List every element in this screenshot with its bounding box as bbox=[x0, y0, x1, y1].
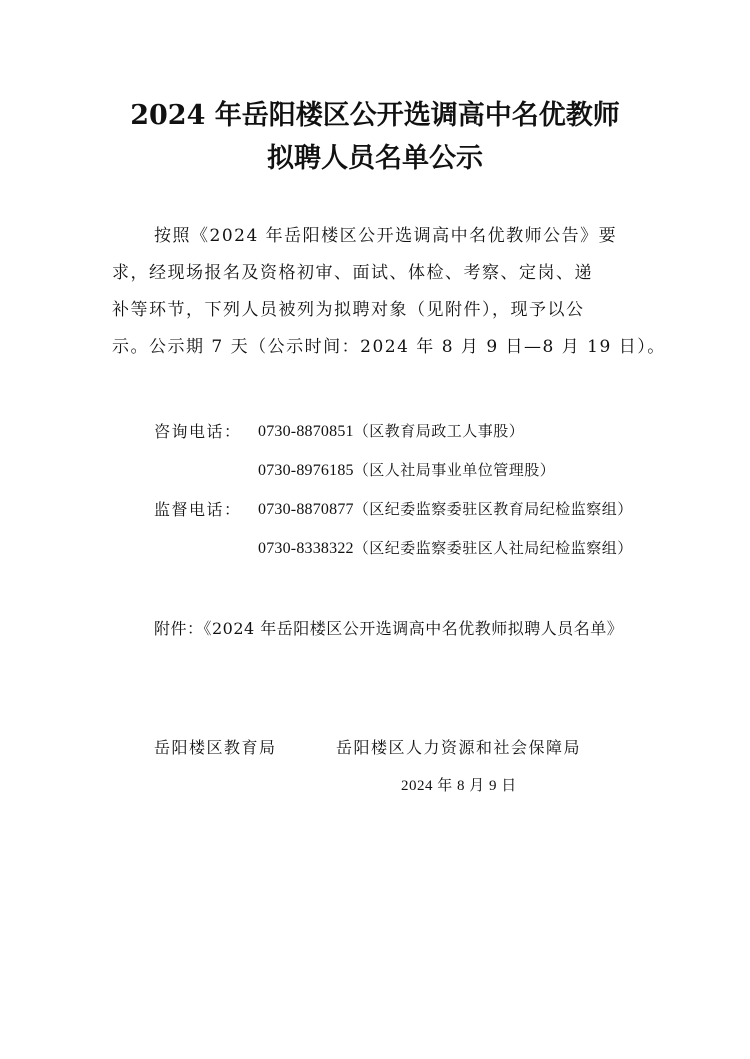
phone-number: 0730-8870851 bbox=[258, 423, 354, 440]
phone-number: 0730-8870877 bbox=[258, 501, 354, 518]
body-line: 按照《2024 年岳阳楼区公开选调高中名优教师公告》要 bbox=[154, 226, 618, 246]
signatory-education-bureau: 岳阳楼区教育局 bbox=[154, 738, 277, 757]
phone-note: （区纪委监察委驻区人社局纪检监察组） bbox=[353, 541, 633, 557]
document-date: 2024 年 8 月 9 日 bbox=[401, 778, 517, 794]
phone-number: 0730-8338322 bbox=[258, 540, 354, 557]
signatory-hr-bureau: 岳阳楼区人力资源和社会保障局 bbox=[336, 738, 582, 757]
body-line: 示。公示期 7 天（公示时间：2024 年 8 月 9 日—8 月 19 日）。 bbox=[112, 337, 666, 357]
document-title-line1: 2024 年岳阳楼区公开选调高中名优教师 bbox=[130, 100, 620, 131]
supervise-phone-label: 监督电话： bbox=[154, 500, 242, 519]
phone-entry bbox=[258, 538, 633, 560]
phone-note: （区纪委监察委驻区教育局纪检监察组） bbox=[353, 502, 633, 518]
attachment-line: 附件：《2024 年岳阳楼区公开选调高中名优教师拟聘人员名单》 bbox=[154, 619, 624, 638]
body-line: 求，经现场报名及资格初审、面试、体检、考察、定岗、递 bbox=[112, 263, 593, 283]
consult-phone-label: 咨询电话： bbox=[154, 422, 242, 441]
phone-entry bbox=[258, 421, 524, 443]
body-line: 补等环节，下列人员被列为拟聘对象（见附件），现予以公 bbox=[112, 300, 585, 320]
body-paragraph bbox=[112, 218, 666, 366]
document-title-line2: 拟聘人员名单公示 bbox=[267, 143, 483, 174]
phone-note: （区人社局事业单位管理股） bbox=[353, 463, 556, 479]
phone-entry bbox=[258, 460, 555, 482]
phone-note: （区教育局政工人事股） bbox=[353, 424, 525, 440]
phone-entry bbox=[258, 499, 633, 521]
phone-number: 0730-8976185 bbox=[258, 462, 354, 479]
